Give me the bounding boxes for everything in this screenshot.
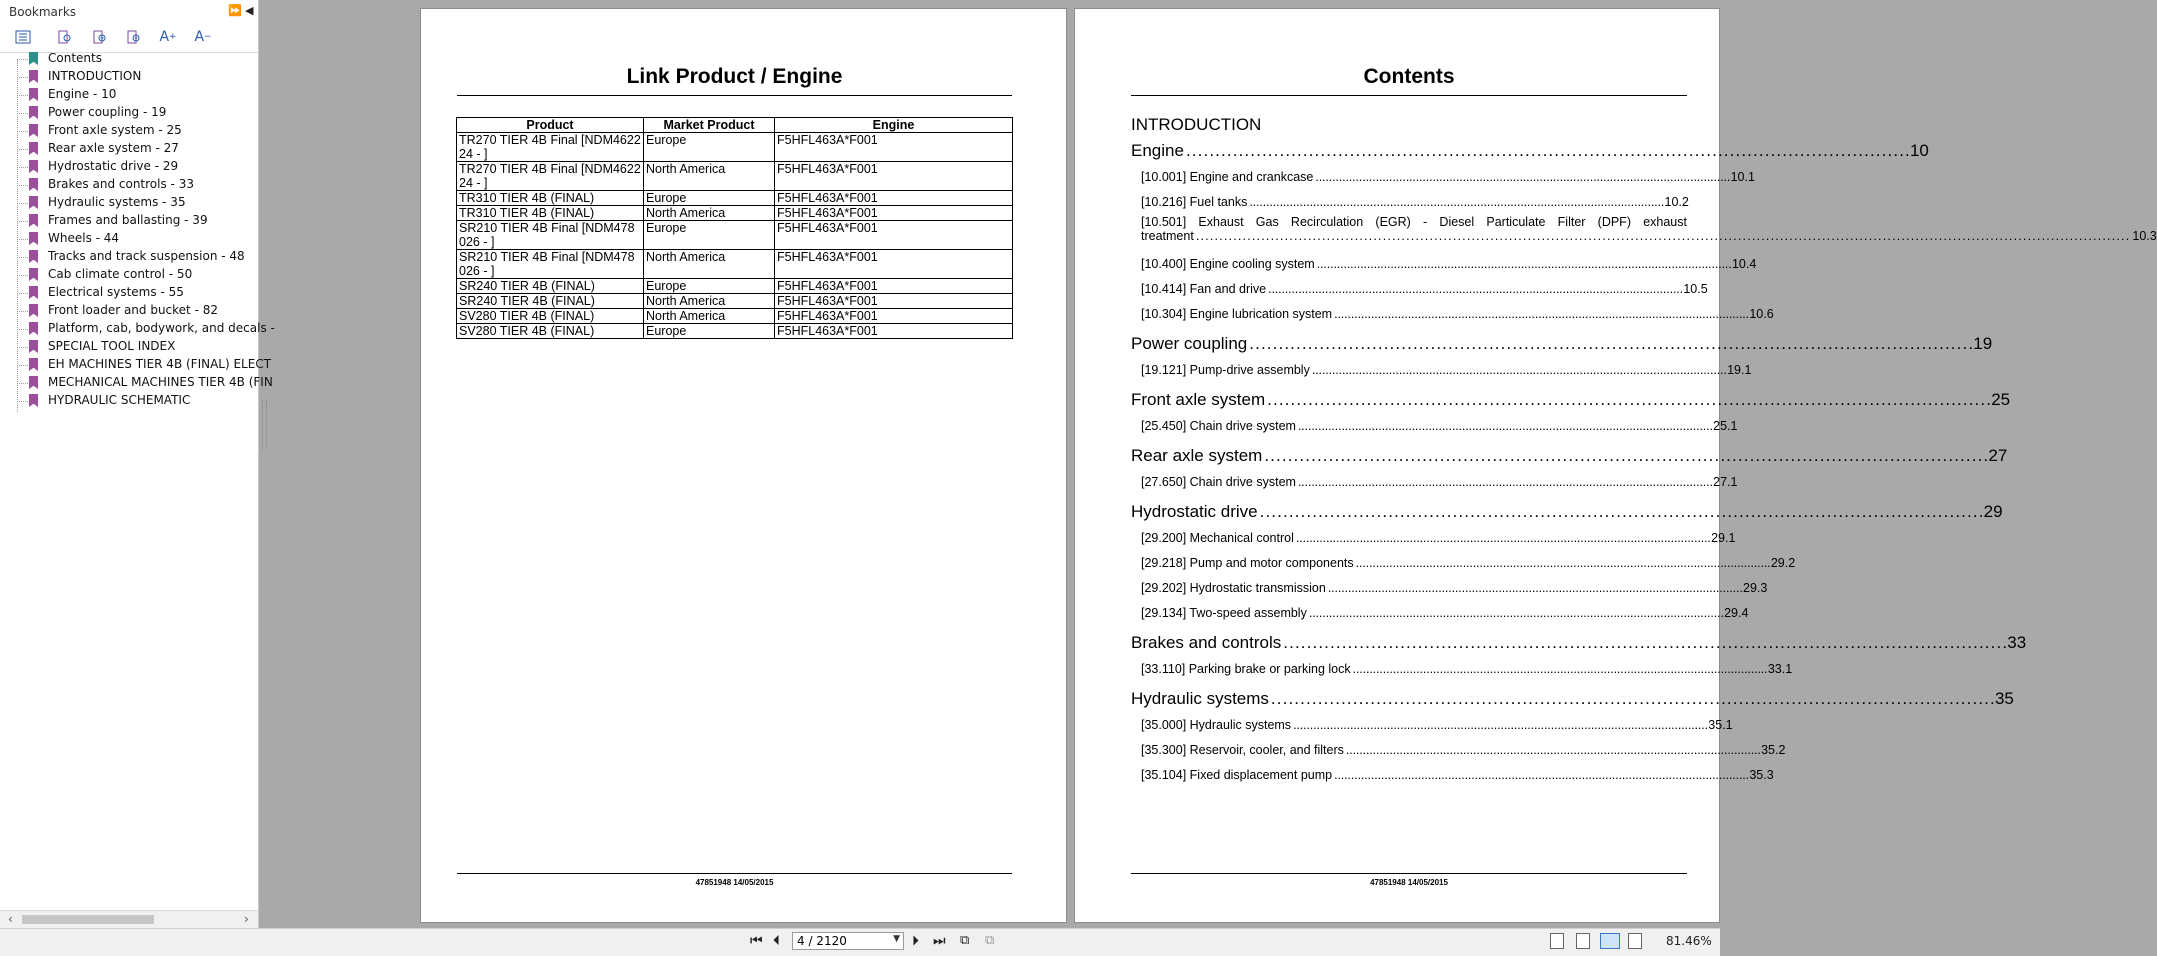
bookmarks-toolbar: [0, 22, 258, 53]
toc-leader: [1186, 141, 1908, 161]
toc-entry-page: 35.3: [1749, 768, 1774, 782]
table-cell-engine: F5HFL463A*F001: [775, 324, 1013, 339]
toc-entry-minor[interactable]: [1141, 581, 1768, 595]
tree-connector: [17, 365, 28, 366]
toc-entry-page: 10.6: [1749, 307, 1774, 321]
bookmark-item[interactable]: [16, 194, 258, 212]
bookmark-icon: [29, 106, 38, 119]
tree-connector: [17, 257, 28, 258]
toc-entry-title: Front axle system: [1131, 390, 1266, 409]
bookmark-label: INTRODUCTION: [48, 69, 142, 83]
toc-entry-minor[interactable]: [1141, 282, 1708, 296]
bookmark-tree: [0, 50, 275, 910]
toc-entry-title: Engine: [1131, 141, 1184, 160]
toc-entry-title: [10.216] Fuel tanks: [1141, 195, 1248, 209]
toc-entry-page: 29.1: [1711, 531, 1736, 545]
go-back-view-icon[interactable]: ⧉: [960, 933, 970, 948]
table-cell-product: TR270 TIER 4B Final [NDM462224 - ]: [457, 133, 644, 162]
bookmark-label: Power coupling - 19: [48, 105, 167, 119]
tree-connector: [17, 203, 28, 204]
toc-leader: [1271, 689, 1993, 709]
toc-entry-page: 10.5: [1683, 282, 1708, 296]
toc-leader: [1346, 743, 1759, 757]
toc-entry-minor[interactable]: [1141, 743, 1786, 757]
previous-page-icon[interactable]: ⏴: [773, 933, 780, 949]
link-product-table: [456, 117, 1013, 339]
increase-font-size-icon[interactable]: A +: [159, 29, 177, 45]
toc-leader: [1283, 633, 2005, 653]
toc-entry-major[interactable]: [1131, 502, 2003, 522]
go-forward-view-icon[interactable]: ⧉: [985, 933, 995, 948]
bookmark-icon: [29, 394, 38, 407]
table-cell-product: SR240 TIER 4B (FINAL): [457, 294, 644, 309]
table-row: [457, 221, 1013, 250]
toc-leader: [1268, 282, 1681, 296]
tree-connector: [17, 275, 28, 276]
toc-entry-page: 19: [1973, 334, 1993, 353]
table-row: [457, 162, 1013, 191]
toc-entry-minor[interactable]: [1141, 170, 1755, 184]
toc-entry-title: [10.501] Exhaust Gas Recirculation (EGR) - Diesel Particulate Filter (DPF) exhaust: [1141, 215, 1687, 229]
bookmark-label: Contents: [48, 51, 102, 65]
bookmark-item[interactable]: [16, 104, 258, 122]
toc-entry-page: 25.1: [1713, 419, 1738, 433]
toc-leader: [1328, 581, 1741, 595]
bookmark-label: Frames and ballasting - 39: [48, 213, 208, 227]
bookmark-label: Hydrostatic drive - 29: [48, 159, 179, 173]
toc-entry-page: 27: [1988, 446, 2008, 465]
page-number-value: 4 / 2120: [797, 934, 847, 948]
bookmark-item[interactable]: [16, 248, 258, 266]
bookmark-label: Hydraulic systems - 35: [48, 195, 186, 209]
toc-entry-page: 10.2: [1664, 195, 1689, 209]
bookmark-item[interactable]: [16, 374, 273, 392]
toc-entry-title: [29.218] Pump and motor components: [1141, 556, 1354, 570]
toc-leader: [1264, 446, 1986, 466]
toc-entry-title: Power coupling: [1131, 334, 1248, 353]
scroll-left-icon[interactable]: ‹: [8, 912, 13, 926]
tree-connector: [17, 401, 28, 402]
table-cell-engine: F5HFL463A*F001: [775, 294, 1013, 309]
navigation-bar: [0, 928, 1720, 956]
table-cell-market: Europe: [644, 324, 775, 339]
bookmark-label: Brakes and controls - 33: [48, 177, 194, 191]
toc-entry-title: [33.110] Parking brake or parking lock: [1141, 662, 1351, 676]
title-rule: [457, 95, 1012, 96]
toc-entry-title-cont: treatment: [1141, 229, 1194, 243]
table-row: [457, 294, 1013, 309]
toc-leader: [1315, 170, 1728, 184]
chevron-down-icon[interactable]: ▼: [893, 934, 900, 944]
bookmark-item[interactable]: [16, 356, 272, 374]
bookmark-item[interactable]: [16, 284, 258, 302]
bookmark-label: Wheels - 44: [48, 231, 120, 245]
toc-entry-title: [35.300] Reservoir, cooler, and filters: [1141, 743, 1344, 757]
toc-leader: ........................................................................................................................................................................................................: [1195, 229, 2131, 243]
bookmark-icon: [29, 358, 38, 371]
tree-connector: [17, 293, 28, 294]
bookmark-icon: [29, 340, 38, 353]
bookmarks-panel: [0, 0, 275, 928]
bookmark-item[interactable]: [16, 122, 258, 140]
toc-entry-title: [29.200] Mechanical control: [1141, 531, 1294, 545]
toc-entry-minor[interactable]: [1141, 195, 1687, 209]
toc-entry-page: 27.1: [1713, 475, 1738, 489]
first-page-icon[interactable]: ⏮: [750, 933, 763, 949]
pdf-page-link-product: [420, 8, 1067, 923]
tree-connector: [17, 383, 28, 384]
table-cell-market: Europe: [644, 279, 775, 294]
toc-entry-minor[interactable]: [1141, 307, 1774, 321]
toc-entry-major[interactable]: [1131, 141, 1929, 161]
toc-entry-title: Brakes and controls: [1131, 633, 1282, 652]
bookmark-icon: [29, 250, 38, 263]
tree-connector: [17, 59, 28, 60]
bookmarks-title: Bookmarks: [9, 5, 77, 19]
toc-entry-major[interactable]: [1131, 334, 1993, 354]
toc-entry-title: [35.104] Fixed displacement pump: [1141, 768, 1333, 782]
toc-entry-title: [10.400] Engine cooling system: [1141, 257, 1315, 271]
collapse-bookmark-icon[interactable]: [124, 28, 144, 46]
tree-connector: [17, 239, 28, 240]
zoom-level[interactable]: 81.46%: [1666, 934, 1712, 948]
table-cell-product: SR210 TIER 4B Final [NDM478026 - ]: [457, 250, 644, 279]
toc-leader: [1334, 307, 1747, 321]
footer-rule: [457, 873, 1012, 874]
toc-entry-page: 33.1: [1767, 662, 1793, 676]
two-page-view-icon[interactable]: [1600, 933, 1620, 949]
table-cell-engine: F5HFL463A*F001: [775, 279, 1013, 294]
toc-entry-title: [10.001] Engine and crankcase: [1141, 170, 1314, 184]
toc-entry-page: 10: [1909, 141, 1929, 160]
toc-entry-minor[interactable]: [1141, 215, 2157, 243]
tree-connector: [17, 149, 28, 150]
bookmark-icon: [29, 376, 38, 389]
tree-connector: [17, 347, 28, 348]
toc-entry-minor[interactable]: [1141, 363, 1752, 377]
page-title: Contents: [1363, 65, 1455, 88]
single-page-view-icon[interactable]: [1550, 933, 1564, 949]
bookmark-item[interactable]: [16, 158, 258, 176]
table-cell-market: North America: [644, 206, 775, 221]
tree-connector: [17, 77, 28, 78]
bookmark-item[interactable]: [16, 86, 258, 104]
page-number-input[interactable]: [792, 932, 904, 950]
toc-leader: [1296, 531, 1709, 545]
toc-entry-minor[interactable]: [1141, 606, 1749, 620]
table-cell-market: North America: [644, 309, 775, 324]
table-cell-market: Europe: [644, 133, 775, 162]
bookmark-item[interactable]: [16, 68, 258, 86]
table-cell-product: SR240 TIER 4B (FINAL): [457, 279, 644, 294]
bookmark-icon: [29, 142, 38, 155]
bookmark-label: EH MACHINES TIER 4B (FINAL) ELECT: [48, 357, 272, 371]
toc-entry-title: Rear axle system: [1131, 446, 1263, 465]
table-cell-product: TR310 TIER 4B (FINAL): [457, 191, 644, 206]
horizontal-scrollbar[interactable]: [0, 910, 258, 928]
bookmark-icon: [29, 268, 38, 281]
bookmark-icon: [29, 196, 38, 209]
expand-panel-icon[interactable]: ⏩: [228, 4, 242, 17]
bookmark-icon: [29, 322, 38, 335]
continuous-view-icon[interactable]: [1576, 933, 1590, 949]
bookmark-item[interactable]: [16, 338, 258, 356]
pdf-page-contents: [1074, 8, 2157, 923]
toc-entry-title: [35.000] Hydraulic systems: [1141, 718, 1292, 732]
toc-leader: [1317, 257, 1730, 271]
bookmark-item[interactable]: [16, 212, 258, 230]
bookmark-label: Tracks and track suspension - 48: [48, 249, 245, 263]
toc-entry-major[interactable]: [1131, 689, 2014, 709]
table-cell-market: Europe: [644, 221, 775, 250]
bookmark-label: Front loader and bucket - 82: [48, 303, 218, 317]
toc-entry-major[interactable]: [1131, 633, 2027, 653]
tree-connector: [17, 113, 28, 114]
toc-entry-title: [27.650] Chain drive system: [1141, 475, 1296, 489]
table-cell-product: TR310 TIER 4B (FINAL): [457, 206, 644, 221]
page-footer: 47851948 14/05/2015: [1370, 878, 1448, 887]
tree-connector: [17, 329, 28, 330]
toc-entry-minor[interactable]: [1141, 531, 1736, 545]
toc-entry-page: 33: [2007, 633, 2027, 652]
bookmark-item[interactable]: [16, 176, 258, 194]
toc-entry-page: 29.4: [1724, 606, 1749, 620]
footer-rule: [1131, 873, 1687, 874]
toc-entry-title: [10.414] Fan and drive: [1141, 282, 1267, 296]
bookmark-icon: [29, 214, 38, 227]
decrease-font-size-icon[interactable]: A −: [194, 29, 212, 45]
bookmark-icon: [29, 160, 38, 173]
toc-leader: [1334, 768, 1747, 782]
table-header-row: [457, 118, 1013, 133]
toc-entry-minor[interactable]: [1141, 662, 1793, 676]
table-cell-product: SR210 TIER 4B Final [NDM478026 - ]: [457, 221, 644, 250]
bookmark-label: Front axle system - 25: [48, 123, 182, 137]
bookmark-icon: [29, 178, 38, 191]
bookmark-item[interactable]: [16, 140, 258, 158]
toc-entry-page: 35.2: [1761, 743, 1786, 757]
toc-leader: [1260, 502, 1982, 522]
table-of-contents: [1075, 9, 2157, 922]
toc-entry-minor[interactable]: [1141, 257, 1757, 271]
table-cell-market: Europe: [644, 191, 775, 206]
table-cell-engine: F5HFL463A*F001: [775, 191, 1013, 206]
bookmark-item[interactable]: [16, 320, 275, 338]
toc-entry-page: 10.3: [2132, 229, 2157, 243]
table-cell-engine: F5HFL463A*F001: [775, 250, 1013, 279]
table-cell-market: North America: [644, 250, 775, 279]
toc-entry-major[interactable]: [1131, 390, 2011, 410]
toc-entry-page: 19.1: [1727, 363, 1752, 377]
toc-entry-minor[interactable]: [1141, 556, 1796, 570]
toc-entry-title: [10.304] Engine lubrication system: [1141, 307, 1333, 321]
bookmark-label: Platform, cab, bodywork, and decals -: [48, 321, 275, 335]
table-cell-engine: F5HFL463A*F001: [775, 221, 1013, 250]
table-cell-product: SV280 TIER 4B (FINAL): [457, 309, 644, 324]
next-page-icon[interactable]: ⏵: [912, 933, 919, 949]
panel-splitter[interactable]: [262, 400, 267, 450]
table-row: [457, 206, 1013, 221]
toc-leader: [1249, 195, 1662, 209]
close-panel-icon[interactable]: ◀: [245, 4, 254, 17]
bookmark-item[interactable]: [16, 302, 258, 320]
two-page-continuous-view-icon[interactable]: [1628, 933, 1642, 949]
toc-entry-page: 29.2: [1770, 556, 1796, 570]
bookmark-label: HYDRAULIC SCHEMATIC: [48, 393, 191, 407]
bookmark-item[interactable]: [16, 392, 258, 410]
toc-leader: [1298, 419, 1711, 433]
column-header: Market Product: [644, 118, 775, 133]
bookmark-icon: [29, 232, 38, 245]
table-cell-market: North America: [644, 162, 775, 191]
toc-entry-title: [19.121] Pump-drive assembly: [1141, 363, 1310, 377]
table-cell-engine: F5HFL463A*F001: [775, 162, 1013, 191]
page-footer: 47851948 14/05/2015: [695, 878, 774, 887]
toc-entry-title: [29.134] Two-speed assembly: [1141, 606, 1307, 620]
table-row: [457, 324, 1013, 339]
toc-entry-major[interactable]: [1131, 446, 2008, 466]
table-cell-engine: F5HFL463A*F001: [775, 309, 1013, 324]
tree-connector: [17, 95, 28, 96]
toc-leader: [1356, 556, 1769, 570]
toc-entry-minor[interactable]: [1141, 419, 1738, 433]
bookmark-icon: [29, 88, 38, 101]
toc-entry-title: [29.202] Hydrostatic transmission: [1141, 581, 1326, 595]
scroll-thumb[interactable]: [22, 915, 154, 924]
toc-entry-title: [25.450] Chain drive system: [1141, 419, 1296, 433]
table-row: [457, 250, 1013, 279]
toc-entry-page: 35.1: [1708, 718, 1733, 732]
tree-connector: [17, 131, 28, 132]
column-header: Product: [457, 118, 644, 133]
toc-leader: [1353, 662, 1766, 676]
tree-connector: [17, 185, 28, 186]
last-page-icon[interactable]: ⏭: [933, 933, 946, 949]
bookmark-item[interactable]: [16, 50, 258, 68]
toc-entry-page: 25: [1991, 390, 2011, 409]
toc-entry-minor[interactable]: [1141, 718, 1733, 732]
bookmark-label: Electrical systems - 55: [48, 285, 184, 299]
toc-leader: [1249, 334, 1971, 354]
tree-connector: [17, 167, 28, 168]
bookmark-item[interactable]: [16, 230, 258, 248]
tree-connector: [17, 311, 28, 312]
expand-bookmark-icon[interactable]: [90, 28, 110, 46]
toc-leader: [1293, 718, 1706, 732]
bookmark-icon: [29, 304, 38, 317]
bookmark-icon: [29, 52, 38, 65]
bookmark-list-icon[interactable]: [13, 28, 33, 46]
toc-entry-page: 29.3: [1743, 581, 1768, 595]
table-cell-engine: F5HFL463A*F001: [775, 133, 1013, 162]
bookmark-label: Engine - 10: [48, 87, 117, 101]
bookmark-item[interactable]: [16, 266, 258, 284]
table-row: [457, 309, 1013, 324]
bookmark-label: Cab climate control - 50: [48, 267, 193, 281]
toc-intro[interactable]: INTRODUCTION: [1131, 115, 1262, 134]
bookmark-icon: [29, 286, 38, 299]
toc-entry-title: Hydraulic systems: [1131, 689, 1269, 708]
bookmark-label: MECHANICAL MACHINES TIER 4B (FIN: [48, 375, 273, 389]
scroll-right-icon[interactable]: ›: [244, 912, 249, 926]
bookmark-icon: [29, 124, 38, 137]
bookmark-label: Rear axle system - 27: [48, 141, 179, 155]
toc-entry-title: Hydrostatic drive: [1131, 502, 1258, 521]
table-row: [457, 279, 1013, 294]
toc-leader: [1312, 363, 1725, 377]
table-cell-product: TR270 TIER 4B Final [NDM462224 - ]: [457, 162, 644, 191]
find-current-bookmark-icon[interactable]: [55, 28, 75, 46]
toc-entry-minor[interactable]: [1141, 768, 1774, 782]
toc-entry-page: 29: [1983, 502, 2003, 521]
toc-entry-page: 35: [1994, 689, 2014, 708]
table-cell-product: SV280 TIER 4B (FINAL): [457, 324, 644, 339]
bookmark-label: SPECIAL TOOL INDEX: [48, 339, 176, 353]
toc-entry-minor[interactable]: [1141, 475, 1738, 489]
table-cell-market: North America: [644, 294, 775, 309]
tree-connector: [17, 221, 28, 222]
toc-leader: [1309, 606, 1722, 620]
toc-leader: [1298, 475, 1711, 489]
table-row: [457, 191, 1013, 206]
table-row: [457, 133, 1013, 162]
page-title: Link Product / Engine: [626, 65, 843, 88]
toc-entry-page: 10.1: [1730, 170, 1755, 184]
table-cell-engine: F5HFL463A*F001: [775, 206, 1013, 221]
toc-entry-page: 10.4: [1731, 257, 1757, 271]
column-header: Engine: [775, 118, 1013, 133]
toc-leader: [1267, 390, 1989, 410]
bookmark-icon: [29, 70, 38, 83]
